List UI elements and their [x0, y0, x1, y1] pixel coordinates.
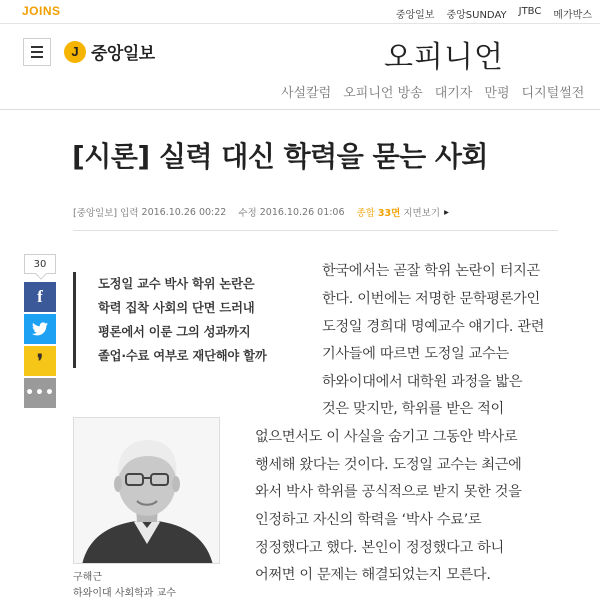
- section-title[interactable]: 오피니언: [384, 40, 504, 75]
- body-line: 와서 박사 학위를 공식적으로 받지 못한 것을: [255, 484, 522, 500]
- summary-line: 평론에서 이룬 그의 성과까지: [98, 325, 251, 339]
- top-link-jtbc[interactable]: JTBC: [518, 6, 542, 17]
- byline-input-time: 2016.10.26 00:22: [141, 206, 227, 218]
- body-line: 행세해 왔다는 것이다. 도정일 교수는 최근에: [255, 457, 522, 473]
- subnav-item-digital-debate[interactable]: 디지털썰전: [521, 86, 585, 101]
- byline-edit-label: 수정: [238, 208, 257, 219]
- summary-line: 학력 집착 사회의 단면 드러내: [98, 301, 255, 315]
- top-link-sunday[interactable]: 중앙SUNDAY: [446, 10, 507, 21]
- body-line: 한국에서는 곧잘 학위 논란이 터지곤: [322, 263, 540, 279]
- summary-line: 도정일 교수 박사 학위 논란은: [98, 277, 255, 291]
- byline-input-label: 입력: [120, 208, 139, 219]
- logo-mark-icon: J: [64, 41, 86, 63]
- subnav-item-cartoon[interactable]: 만평: [484, 86, 510, 101]
- body-line: 어쩌면 이 문제는 해결되었는지 모른다.: [255, 567, 491, 583]
- subnav-item-broadcast[interactable]: 오피니언 방송: [343, 86, 423, 101]
- body-line: 없으면서도 이 사실을 숨기고 그동안 박사로: [255, 429, 518, 445]
- more-icon: •••: [25, 385, 55, 401]
- share-count-badge: 30: [24, 254, 56, 274]
- joins-logo[interactable]: JOINS: [22, 4, 61, 18]
- chevron-right-icon: ▸: [444, 206, 449, 218]
- print-page-number: 33면: [377, 208, 401, 219]
- print-section-prefix: 종합: [356, 208, 375, 219]
- body-line: 도정일 경희대 명예교수 얘기다. 관련: [322, 319, 545, 335]
- summary-line: 졸업·수료 여부로 재단해야 할까: [98, 349, 267, 363]
- subnav-item-senior-reporter[interactable]: 대기자: [434, 86, 473, 101]
- article-headline: [시론] 실력 대신 학력을 묻는 사회: [72, 140, 488, 173]
- body-line: 인정하고 자신의 학력을 ‘박사 수료’로: [255, 512, 482, 528]
- subnav-item-editorials[interactable]: 사설칼럼: [281, 86, 332, 101]
- top-link-joongang[interactable]: 중앙일보: [395, 10, 435, 21]
- photo-caption-name: 구해근: [73, 572, 102, 583]
- print-view-link[interactable]: 지면보기: [403, 208, 441, 219]
- body-line: 한다. 이번에는 저명한 문학평론가인: [322, 291, 540, 307]
- body-line: 정정했다고 했다. 본인이 정정했다고 하니: [255, 540, 504, 556]
- top-link-megabox[interactable]: 메가박스: [553, 10, 592, 21]
- byline-edit-time: 2016.10.26 01:06: [259, 206, 345, 218]
- body-line: 기사들에 따르면 도정일 교수는: [322, 346, 509, 362]
- facebook-icon: f: [37, 287, 43, 306]
- byline-source: [중앙일보]: [73, 208, 118, 219]
- photo-caption-title: 하와이대 사회학과 교수: [73, 588, 176, 599]
- logo-text: 중앙일보: [91, 44, 155, 64]
- kakaostory-icon: ❜: [37, 350, 43, 371]
- body-line: 하와이대에서 대학원 과정을 밟은: [322, 374, 523, 390]
- body-line: 것은 맞지만, 학위를 받은 적이: [322, 401, 504, 417]
